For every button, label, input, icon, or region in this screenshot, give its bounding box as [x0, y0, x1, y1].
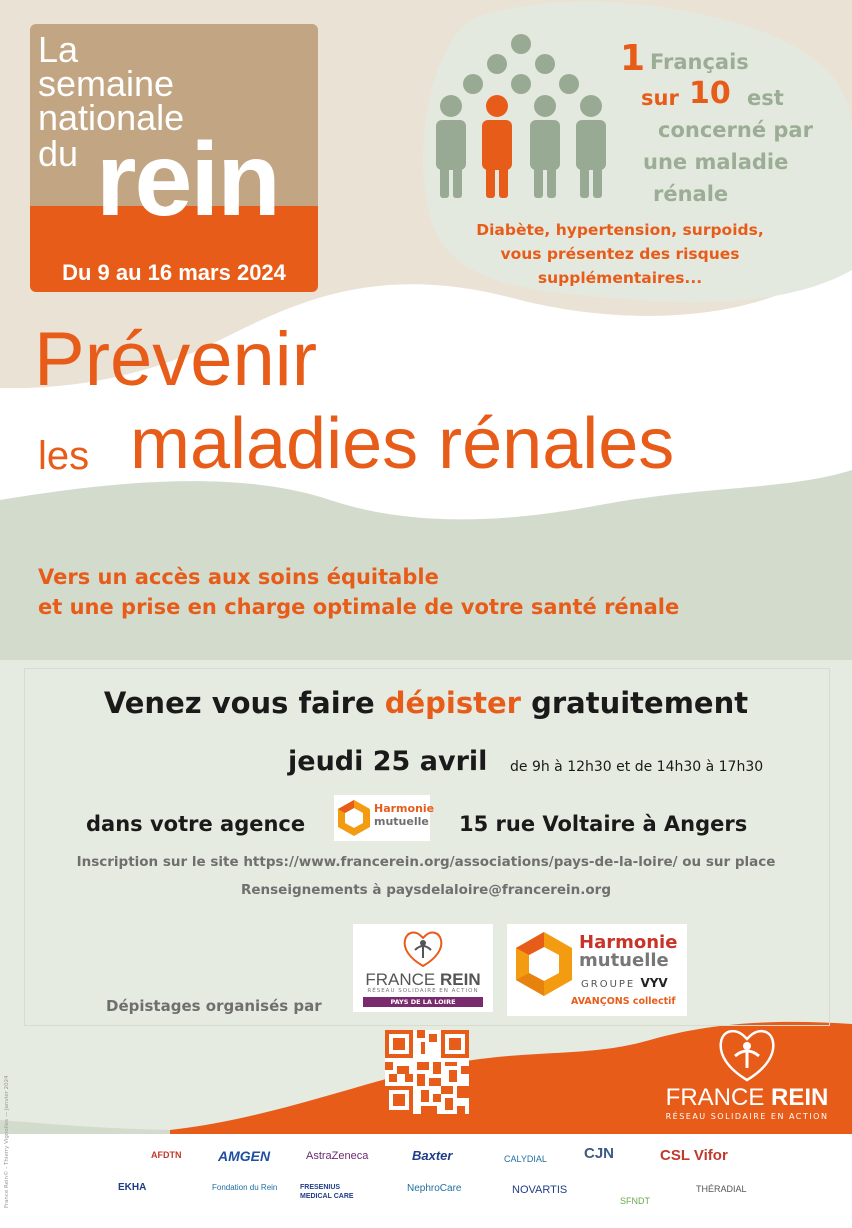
france-rein-pdl-logo	[353, 924, 493, 1012]
frb-name-a: FRANCE	[665, 1084, 765, 1111]
stat-line-5: rénale	[653, 182, 729, 206]
kidney-heart-icon	[717, 1026, 777, 1082]
screening-date: jeudi 25 avril	[288, 746, 488, 777]
organised-by-label: Dépistages organisés par	[106, 997, 322, 1015]
title-rein: rein	[96, 122, 279, 238]
france-rein-logo	[652, 1024, 842, 1128]
frb-name	[652, 1084, 842, 1112]
agency-label: dans votre agence	[86, 812, 306, 836]
photo-credit: France Rein© - Thierry Vignolles — Janvier 2024	[4, 1075, 10, 1208]
frb-tagline: RÉSEAU SOLIDAIRE EN ACTION	[665, 1112, 829, 1121]
sponsor-nephrocare: NephroCare	[407, 1183, 462, 1194]
sponsor-afdtn: AFDTN	[151, 1150, 182, 1160]
hm-line2: mutuelle	[579, 950, 669, 971]
sponsor-novartis: NOVARTIS	[512, 1184, 568, 1196]
hexagon-icon	[513, 930, 575, 998]
stat-line-4: une maladie	[643, 150, 789, 174]
title-line-4: du	[38, 133, 79, 174]
invite-highlight: dépister	[384, 686, 521, 720]
kidney-heart-icon	[401, 928, 445, 968]
agency-address: 15 rue Voltaire à Angers	[459, 812, 748, 836]
sponsor-ekha: EKHA	[118, 1182, 147, 1193]
stat-number-1: 1	[620, 38, 646, 79]
stat-sur: sur	[641, 86, 679, 110]
hm-groupe	[581, 976, 668, 990]
screening-hours: de 9h à 12h30 et de 14h30 à 17h30	[510, 759, 764, 775]
hm-small-line1: Harmonie	[374, 802, 435, 815]
title-line-1: La	[38, 29, 79, 70]
headline-les: les	[38, 434, 90, 478]
stat-francais: Français	[650, 50, 749, 74]
sponsor-sfndt: SFNDT	[620, 1196, 650, 1206]
headline-prevenir: Prévenir	[34, 317, 317, 402]
title-line-3: nationale	[38, 97, 185, 138]
event-title-block	[30, 24, 318, 292]
stat-line-3: concerné par	[658, 118, 813, 142]
event-dates: Du 9 au 16 mars 2024	[62, 260, 286, 285]
registration-info: Inscription sur le site https://www.francerein.org/associations/pays-de-la-loire/ ou sur place	[76, 854, 776, 870]
hm-slogan: AVANÇONS collectif	[571, 996, 676, 1007]
sponsor-amgen: AMGEN	[218, 1148, 271, 1164]
fr-region-band: PAYS DE LA LOIRE	[363, 997, 483, 1007]
subtitle	[38, 562, 679, 622]
contact-info: Renseignements à paysdelaloire@francerein.org	[240, 882, 612, 898]
hm-groupe-label: GROUPE	[581, 979, 636, 990]
qr-code[interactable]	[385, 1030, 469, 1114]
sponsor-cjn: CJN	[584, 1145, 615, 1162]
stat-est: est	[747, 86, 784, 110]
risk-line-3: supplémentaires...	[537, 269, 703, 287]
sponsor-baxter: Baxter	[412, 1148, 453, 1163]
harmonie-mutuelle-logo-small	[334, 795, 435, 841]
frb-name-b: REIN	[771, 1084, 829, 1111]
risk-line-2: vous présentez des risques	[500, 245, 740, 263]
invite-suffix: gratuitement	[531, 686, 749, 720]
invite-prefix: Venez vous faire	[103, 686, 375, 720]
hm-small-line2: mutuelle	[374, 815, 429, 828]
sponsor-fondation-rein: Fondation du Rein	[212, 1183, 278, 1192]
fr-name	[353, 970, 493, 990]
hm-vyv: VYV	[640, 976, 668, 990]
subtitle-line-1: Vers un accès aux soins équitable	[38, 565, 439, 589]
subtitle-line-2: et une prise en charge optimale de votre santé rénale	[38, 595, 680, 619]
sponsor-theradial: THÉRADIAL	[696, 1184, 747, 1194]
sponsor-fresenius: FRESENIUS MEDICAL CARE	[300, 1184, 354, 1200]
hexagon-icon	[336, 798, 372, 838]
invite-headline	[0, 686, 852, 720]
sponsor-calydial: CALYDIAL	[504, 1154, 547, 1164]
sponsor-astrazeneca: AstraZeneca	[306, 1150, 369, 1162]
sponsor-csl-vifor: CSL Vifor	[660, 1147, 728, 1164]
headline-maladies-renales: maladies rénales	[130, 404, 675, 484]
fr-tagline: RÉSEAU SOLIDAIRE EN ACTION	[367, 988, 479, 994]
title-line-2: semaine	[38, 63, 175, 104]
fr-name-a: FRANCE	[365, 970, 436, 989]
stat-number-10: 10	[689, 76, 731, 111]
fr-name-b: REIN	[440, 970, 481, 989]
hm-line1: Harmonie	[579, 932, 678, 953]
harmonie-mutuelle-logo	[507, 924, 687, 1016]
risk-factors	[440, 218, 800, 290]
risk-line-1: Diabète, hypertension, surpoids,	[476, 221, 764, 239]
